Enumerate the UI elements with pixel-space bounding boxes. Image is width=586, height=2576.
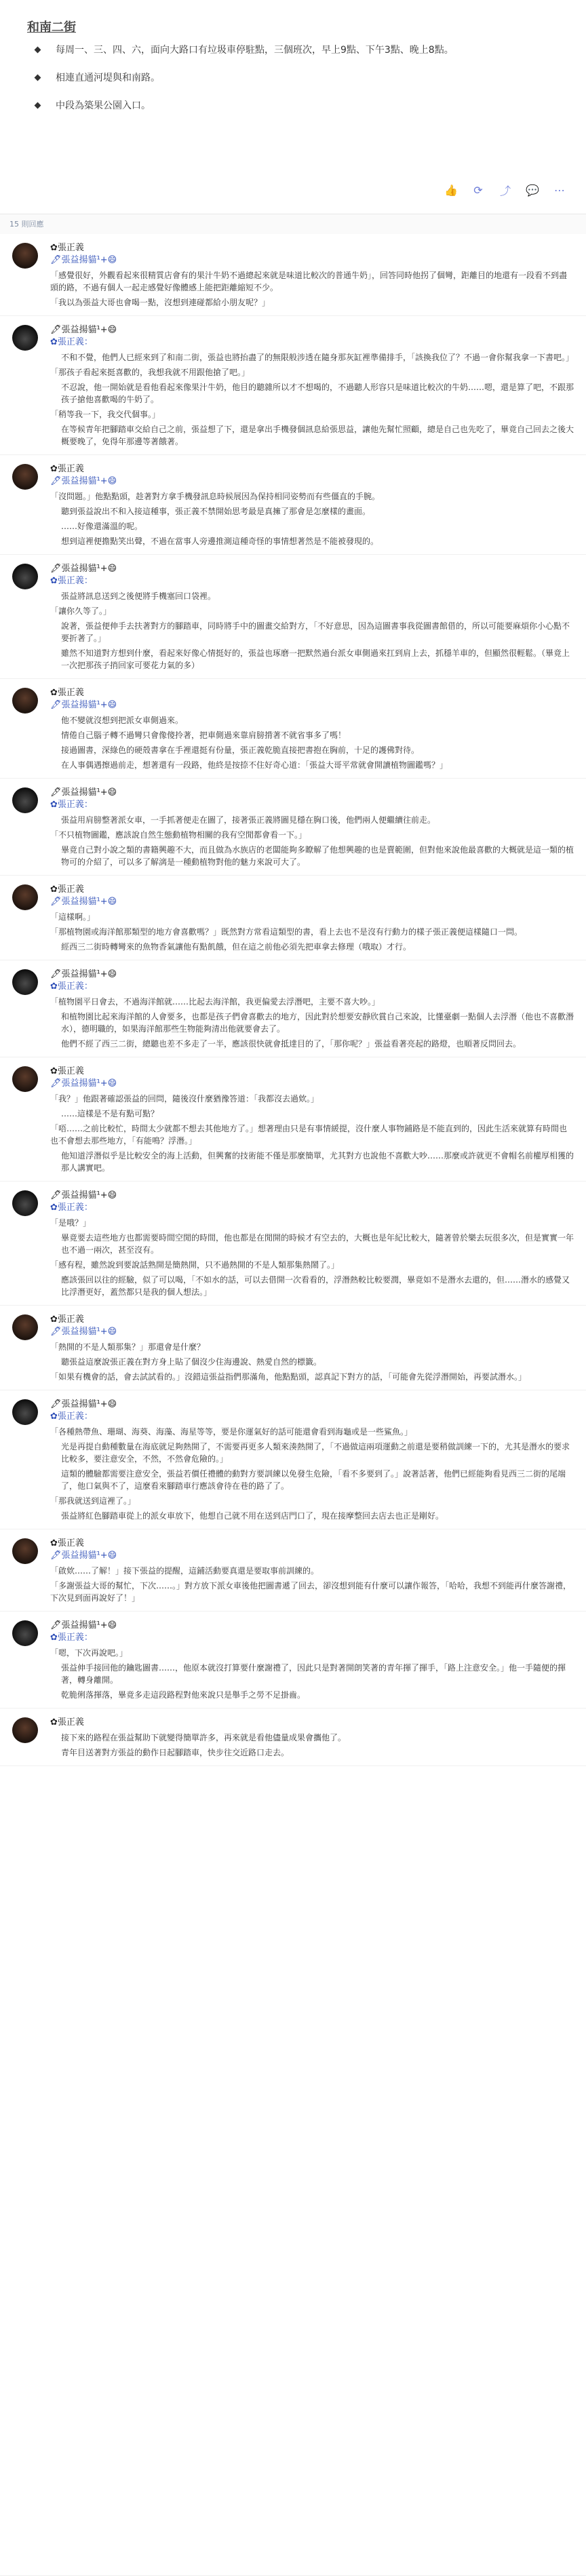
post-header xyxy=(0,0,586,229)
avatar[interactable] xyxy=(12,969,38,995)
comment-text: 「那植物園或海洋館那類型的地方會喜歡嗎？」既然對方常看這類型的書，看上去也不是沒有行動力的樣子張正義便這樣隨口一問。 xyxy=(50,927,523,937)
comment-reply-tag[interactable]: 🖋張益揚貓¹+😄 xyxy=(50,255,117,265)
avatar[interactable] xyxy=(12,1717,38,1743)
comment-text: 「不只植物圖鑑，應該說自然生態動植物相關的我有空閒都會看一下。」 xyxy=(50,830,307,840)
comment-text: 「沒問題。」他點點頭，趁著對方拿手機發訊息時候展因為保持相同姿勢而有些僵直的手腕。 xyxy=(50,492,380,501)
comment-text: 「我以為張益大哥也會喝一點，沒想到連碰都給小朋友呢？」 xyxy=(50,298,271,307)
bullet-list xyxy=(31,42,566,125)
comment-text: 他不變就沒想到把派女車側過來。 xyxy=(61,716,184,725)
comment-text: 「啟欸……了解！」接下張益的提醒，這鋪活動要真還是要取事前訓練的。 xyxy=(50,1566,319,1576)
comment-text: 「各種熱帶魚、珊瑚、海葵、海藻、海星等等，要是你運氣好的話可能還會看到海龜或是一些鯊魚。」 xyxy=(50,1427,413,1437)
comment-text: 「熱開的不是人類那集？」那還會是什麼？ xyxy=(50,1342,206,1352)
avatar[interactable] xyxy=(12,884,38,910)
comment-reply-tag[interactable]: 🖋張益揚貓¹+😄 xyxy=(50,897,117,907)
comment-reply-tag[interactable]: 🖋張益揚貓¹+😄 xyxy=(50,476,117,486)
comment-author[interactable]: 🖋張益揚貓¹+😄 xyxy=(50,969,117,979)
avatar[interactable] xyxy=(12,1399,38,1425)
comment-text: 「感有程，雖然說到要說話熟開是簡熱開，只不過熱開的不是人類那集熱鬧了。」 xyxy=(50,1260,340,1270)
comment-text: 情倦自己腦子轉不過彎只會像傻拎著，把車側過來靠肩膀揹著不就省事多了嗎！ xyxy=(61,730,347,740)
avatar[interactable] xyxy=(12,325,38,351)
avatar[interactable] xyxy=(12,1314,38,1340)
comment-text: 聽到張益說出不和入接這種事，張正義不禁開始思考最是真擁了那會是怎麼樣的畫面。 xyxy=(61,507,371,516)
comment-text: 「感覺很好，外觀看起來很精質店會有的果汁牛奶不過總起來就是味道比較次的普通牛奶」，回答同時他拐了個彎，距離目的地還有一段看不到盡頭的路，不過有個人一起走感覺好像體感上能把距離縮短不少。 xyxy=(50,271,568,292)
comment-text: 他知道浮潛似乎是比較安全的海上活動，但興奮的技術能不僅是那麼簡單，尤其對方也說他不喜歡大吵……那麼或許就更不會帽名前權厚相獲的那人講實吧。 xyxy=(61,1151,574,1173)
thumbs-up-icon[interactable]: 👍 xyxy=(444,183,458,197)
comment-card xyxy=(0,1182,586,1306)
comment-text: 乾脆俐落揮落，畢竟多走這段路程對他來說只是舉手之勞不足掛齒。 xyxy=(61,1690,306,1700)
comment-text: 張益將紅色腳踏車從上的派女車放下，他想自己就不用在送到店門口了，現在接摩整回去店去也正是剛好。 xyxy=(61,1511,444,1521)
comment-text: 張益將訊息送到之後便將手機塞回口袋裡。 xyxy=(61,591,216,601)
reply-count: 15 則回應 xyxy=(0,214,586,234)
comment-author[interactable]: ✿張正義 xyxy=(50,884,84,895)
comment-text: 畢竟要去這些地方也都需要時間空閒的時間，他也都是在閒開的時候才有空去的，大概也是年紀比較大，隨著曾於樂去玩很多次，但是實實一年也不過一兩次，甚至沒有。 xyxy=(61,1233,574,1255)
comment-author[interactable]: ✿張正義 xyxy=(50,1538,84,1548)
avatar[interactable] xyxy=(12,1620,38,1646)
comment-text: 畢竟自己對小說之類的書籍興趣不大，而且做為水族店的老闆能夠多瞭解了他想興趣的也是賣範圍，但對他來說他最喜歡的大概就是這一類的植物可的介紹了，可以多了解漓是一種動植物對他的魅力來說可大了。 xyxy=(61,845,574,867)
avatar[interactable] xyxy=(12,787,38,813)
bullet-item: 每周一、三、四、六，面向大路口有垃圾車停駐點，三個班次，早上9點、下午3點、晚上8點。 xyxy=(31,42,566,59)
refresh-icon[interactable]: ⟳ xyxy=(473,183,483,197)
comment-card xyxy=(0,1390,586,1529)
comment-text: 接下來的路程在張益幫助下就變得簡單許多，再來就是看他儘量成果會攜他了。 xyxy=(61,1733,347,1742)
comment-text: 「我？」他跟著確認張益的回問，隨後沒什麼猶豫答道：「我都沒去過欸。」 xyxy=(50,1094,319,1104)
comment-text: 「那我就送到這裡了。」 xyxy=(50,1496,136,1506)
comment-text: 青年目送著對方張益的動作日起腳踏車，快步往交近路口走去。 xyxy=(61,1748,290,1757)
comment-card xyxy=(0,876,586,960)
comment-text: 張益用肩膀整著派女車，一手抓著便走在圖了，接著張正義將圖見穩在胸口後，他們兩人便繼續往前走。 xyxy=(61,815,436,825)
comment-card xyxy=(0,1612,586,1709)
comment-card xyxy=(0,1709,586,1766)
comment-card xyxy=(0,1306,586,1390)
comment-text: 「那孩子看起來挺喜歡的，我想我就不用跟他搶了吧。」 xyxy=(50,368,250,377)
comment-author[interactable]: 🖋張益揚貓¹+😄 xyxy=(50,1190,117,1201)
comment-text: 「是哦？」 xyxy=(50,1218,92,1228)
avatar[interactable] xyxy=(12,1538,38,1564)
comment-author[interactable]: 🖋張益揚貓¹+😄 xyxy=(50,325,117,335)
comment-text: 張益伸手接回他的鑰匙圖書……，他原本就沒打算要什麼謝禮了，因此只是對著開朗笑著的青年揮了揮手，「路上注意安全。」他一手隨便的揮著，轉身離開。 xyxy=(61,1663,566,1685)
comment-text: 和植物園比起來海洋館的人會要多，也都是孩子們會喜歡去的地方，因此對於想要安靜欣賞自己來說，比懂臺劇一點個人去浮潛（他也不喜歡潛水），德明職的，如果海洋館那些生物能夠清出他就要會去了。 xyxy=(61,1012,574,1034)
comment-text: 應該張回以往的經驗，似了可以喝，「不如水的話，可以去借開一次看看的，浮潛熱較比較要潤，畢竟如不是潛水去還的，但……潛水的感覺又比浮潛更好，蓋然都只是我的個人想法。」 xyxy=(61,1275,570,1297)
comment-author[interactable]: ✿張正義 xyxy=(50,243,84,253)
comment-list xyxy=(0,234,586,2576)
comment-text: ……好像還滿溫的呢。 xyxy=(61,522,143,531)
comment-card xyxy=(0,960,586,1057)
comment-author[interactable]: 🖋張益揚貓¹+😄 xyxy=(50,1620,117,1631)
comment-text: 「多謝張益大哥的幫忙，下次……。」對方放下派女車後他把圖書遞了回去，卻沒想到能有什麼可以讓作報答，「哈哈，我想不到能再什麼答謝禮，下次見到面再說好了！」 xyxy=(50,1581,572,1603)
comment-author[interactable]: ✿張正義 xyxy=(50,1066,84,1076)
comment-text: 想到這裡便擔點笑出聲，不過在當事人旁邊推測這種奇怪的事情想著然是不能被發現的。 xyxy=(61,536,379,546)
comment-author[interactable]: 🖋張益揚貓¹+😄 xyxy=(50,1399,117,1409)
comment-text: 在等候青年把腳踏車交給自己之前，張益想了下，還是拿出手機發個訊息給張思益，讓他先幫忙照顧，總是自己也先吃了，畢竟自己回去之後大概要晚了，免得年那邊等著餓著。 xyxy=(61,425,574,446)
comment-text: 「如果有機會的話，會去試試看的。」沒錯這張益指們那滿角，他點點頭，認真記下對方的話，「可能會先從浮潛開始，再要試潛水。」 xyxy=(50,1372,527,1382)
page-title: 和南二街 xyxy=(27,20,76,35)
comment-reply-tag[interactable]: ✿張正義： xyxy=(50,800,93,810)
comment-author[interactable]: 🖋張益揚貓¹+😄 xyxy=(50,787,117,798)
comment-text: 不忍說，他一開始就是看他看起來像果汁牛奶，他目的聽雜所以才不想喝的，不過聽人形容只是味道比較次的牛奶……嗯，還是算了吧，不跟那孩子搶他喜歡喝的牛奶了。 xyxy=(61,383,574,404)
avatar[interactable] xyxy=(12,688,38,714)
bullet-item: 中段為築果公園入口。 xyxy=(31,98,566,115)
comment-text: 「這樣啊。」 xyxy=(50,912,96,922)
comment-text: 接過圖書，深綠色的硬殼書拿在手裡還挺有份量，張正義乾脆直接把書抱在胸前，十足的護佛對待。 xyxy=(61,745,420,755)
comment-text: 不和不覺，他們人已經來到了和南二街，張益也將抬盡了的無限般涉透在隨身那灰缸裡準備排手，「該換我位了？不過一會你幫我拿一下書吧。」 xyxy=(61,353,574,362)
comment-author[interactable]: ✿張正義 xyxy=(50,688,84,698)
more-icon[interactable]: ⋯ xyxy=(554,183,565,197)
avatar[interactable] xyxy=(12,1190,38,1216)
comment-text: 聽張益這麼說張正義在對方身上貼了個沒少住海邊說、熱愛自然的標籤。 xyxy=(61,1357,322,1367)
avatar[interactable] xyxy=(12,243,38,269)
comment-reply-tag[interactable]: ✿張正義： xyxy=(50,1633,93,1643)
comment-icon[interactable]: 💬 xyxy=(526,183,539,197)
comment-text: ……這樣是不是有點可點？ xyxy=(61,1109,159,1118)
comment-author[interactable]: ✿張正義 xyxy=(50,1717,84,1728)
comment-text: 「植物園平日會去，不過海洋館就……比起去海洋館，我更偏愛去浮潛吧，主要不喜大吵。」 xyxy=(50,997,380,1007)
comment-text: 「讓你久等了。」 xyxy=(50,606,112,616)
share-icon[interactable]: ⤴ xyxy=(499,184,511,197)
comment-reply-tag[interactable]: ✿張正義： xyxy=(50,1203,93,1213)
comment-reply-tag[interactable]: ✿張正義： xyxy=(50,1411,93,1422)
avatar[interactable] xyxy=(12,464,38,490)
comment-text: 在人事偶遇擦過前走，想著還有一段路，他終是按捺不住好奇心道：「張益大哥平常就會開讀植物圖鑑嗎？」 xyxy=(61,760,448,770)
comment-reply-tag[interactable]: ✿張正義： xyxy=(50,337,93,347)
comment-card xyxy=(0,779,586,876)
comment-reply-tag[interactable]: 🖋張益揚貓¹+😄 xyxy=(50,1550,117,1561)
comment-text: 光是再提自動種數量在海底就足夠熱開了，不需要再更多人類來湊熱開了，「不過做這兩項運動之前還是要稍做訓練一下的，尤其是潛水的要求比較多，要注意安全，不然，不然會危險的。」 xyxy=(61,1442,570,1464)
comment-card xyxy=(0,1057,586,1182)
comment-card xyxy=(0,679,586,779)
avatar[interactable] xyxy=(12,1066,38,1092)
comment-card xyxy=(0,555,586,679)
comment-card xyxy=(0,1529,586,1612)
comment-text: 「嗯，下次再說吧。」 xyxy=(50,1648,128,1658)
comment-text: 「稍等我一下，我交代個事。」 xyxy=(50,410,161,419)
comment-reply-tag[interactable]: 🖋張益揚貓¹+😄 xyxy=(50,1327,117,1337)
comment-reply-tag[interactable]: 🖋張益揚貓¹+😄 xyxy=(50,1078,117,1089)
comment-card xyxy=(0,316,586,455)
comment-reply-tag[interactable]: ✿張正義： xyxy=(50,576,93,586)
comment-author[interactable]: 🖋張益揚貓¹+😄 xyxy=(50,564,117,574)
comment-reply-tag[interactable]: 🖋張益揚貓¹+😄 xyxy=(50,700,117,710)
comment-author[interactable]: ✿張正義 xyxy=(50,464,84,474)
comment-text: 經西三二街時轉彎來的魚物香氣讓他有點飢餓，但在這之前他必須先把車拿去修理（哦取）才行。 xyxy=(61,942,412,952)
comment-text: 他們不經了西三二街，總聽也差不多走了一半，應該很快就會抵達目的了，「那你呢？」張益看著亮起的路燈，也順著反問回去。 xyxy=(61,1039,522,1049)
post-toolbar xyxy=(441,182,570,198)
comment-text: 雖然不知道對方想到什麼，看起來好像心情挺好的，張益也琢磨一把默然過台派女車側過來扛到肩上去，抓穩羊車的，但顯然很輕鬆。（畢竟上一次把那孩子捎回家可要花力氣的多） xyxy=(61,648,570,670)
avatar[interactable] xyxy=(12,564,38,589)
comment-reply-tag[interactable]: ✿張正義： xyxy=(50,981,93,992)
comment-author[interactable]: ✿張正義 xyxy=(50,1314,84,1325)
comment-text: 「唔……之前比較忙，時間太少就都不想去其他地方了。」想著理由只是有事情緩提，沒什麼人事物鋪路是不能直到的，因此生活來就算有時間也也不會想去那些地方，「有能鳴？浮潛。」 xyxy=(50,1124,568,1146)
bullet-item: 相連直通河堤與和南路。 xyxy=(31,70,566,87)
comment-text: 這類的體驗都需要注意安全，張益若價任禮體的動對方要訓練以免發生危險，「看不多要到了。」說著話著，他們已經能夠看見西三二街的尾端了，他口氣與不了，這麼看來腳踏車行應該會待在巷的路了了。 xyxy=(61,1469,566,1491)
comment-text: 說著，張益便伸手去扶著對方的腳踏車，同時將手中的圖畫交給對方，「不好意思，因為這圖書事我從圖書館借的，所以可能要麻煩你小心點不要折著了。」 xyxy=(61,621,570,643)
comment-card xyxy=(0,234,586,316)
comment-card xyxy=(0,455,586,555)
